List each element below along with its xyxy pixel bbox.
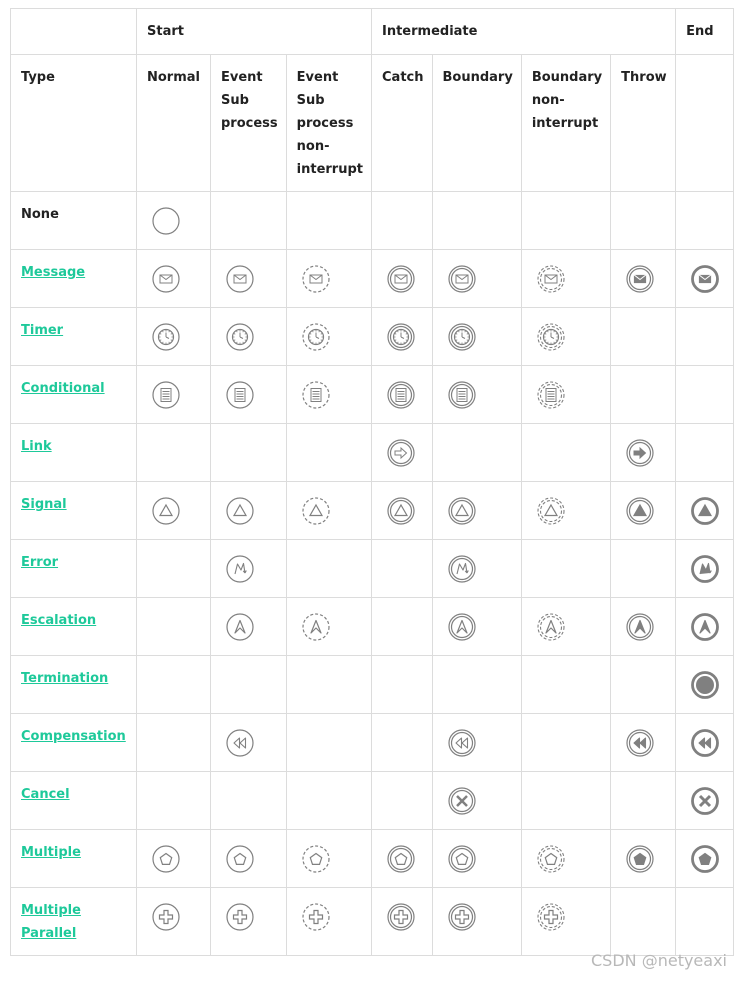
row-label-cell: [11, 598, 137, 656]
catch-multiple-icon: [387, 845, 415, 873]
icon-cell: [676, 540, 734, 598]
start-conditional-icon: [226, 381, 254, 409]
start-multiple-icon: [226, 845, 254, 873]
icon-cell: [521, 888, 610, 956]
row-label-cell: [11, 308, 137, 366]
icon-cell: [137, 250, 211, 308]
icon-cell: [372, 308, 433, 366]
end-terminate-icon: [691, 671, 719, 699]
event-type-link[interactable]: Escalation: [21, 613, 97, 628]
row-label-cell: [11, 830, 137, 888]
icon-cell: [137, 656, 211, 714]
table-row: [11, 366, 734, 424]
throw-compensation-icon: [626, 729, 654, 757]
icon-cell: [286, 656, 371, 714]
throw-escalation-icon: [626, 613, 654, 641]
icon-cell: [521, 192, 610, 250]
icon-cell: [286, 308, 371, 366]
icon-cell: [611, 598, 676, 656]
table-row: [11, 192, 734, 250]
row-label-cell: [11, 482, 137, 540]
icon-cell: [611, 424, 676, 482]
throw-message-icon: [626, 265, 654, 293]
icon-cell: [611, 772, 676, 830]
catch-compensation-icon: [448, 729, 476, 757]
start-none-icon: [152, 207, 180, 235]
catch-conditional-icon: [448, 381, 476, 409]
icon-cell: [286, 888, 371, 956]
start-timer-icon: [152, 323, 180, 351]
icon-cell: [137, 830, 211, 888]
icon-cell: [286, 598, 371, 656]
icon-cell: [137, 366, 211, 424]
start-nonint-timer-icon: [302, 323, 330, 351]
icon-cell: [137, 772, 211, 830]
header-empty-cell: [11, 9, 137, 55]
icon-cell: [372, 888, 433, 956]
col-event-subprocess-noninterrupt-header: Event Sub process non- interrupt: [286, 55, 371, 192]
icon-cell: [286, 250, 371, 308]
col-boundary-noninterrupt-header: Boundary non- interrupt: [521, 55, 610, 192]
catch-parallel-icon: [387, 903, 415, 931]
group-start-header: Start: [137, 9, 372, 55]
event-type-link[interactable]: Signal: [21, 497, 67, 512]
icon-cell: [372, 830, 433, 888]
icon-cell: [372, 772, 433, 830]
catch-parallel-icon: [448, 903, 476, 931]
col-catch-header: Catch: [372, 55, 433, 192]
table-row: [11, 888, 734, 956]
start-conditional-icon: [152, 381, 180, 409]
throw-link-icon: [626, 439, 654, 467]
icon-cell: [611, 830, 676, 888]
icon-cell: [211, 366, 287, 424]
icon-cell: [676, 714, 734, 772]
icon-cell: [286, 482, 371, 540]
icon-cell: [611, 888, 676, 956]
icon-cell: [676, 482, 734, 540]
watermark: CSDN @netyeaxi: [591, 951, 727, 970]
row-label-cell: [11, 250, 137, 308]
icon-cell: [137, 888, 211, 956]
col-boundary-header: Boundary: [432, 55, 521, 192]
event-type-link[interactable]: Cancel: [21, 787, 70, 802]
icon-cell: [521, 482, 610, 540]
icon-cell: [432, 250, 521, 308]
icon-cell: [286, 830, 371, 888]
icon-cell: [432, 598, 521, 656]
icon-cell: [676, 192, 734, 250]
event-type-link[interactable]: Timer: [21, 323, 64, 338]
start-nonint-parallel-icon: [302, 903, 330, 931]
catch-signal-icon: [448, 497, 476, 525]
icon-cell: [521, 830, 610, 888]
icon-cell: [676, 250, 734, 308]
icon-cell: [676, 366, 734, 424]
icon-cell: [372, 482, 433, 540]
start-nonint-signal-icon: [302, 497, 330, 525]
col-end-header: [676, 55, 734, 192]
icon-cell: [611, 540, 676, 598]
icon-cell: [676, 598, 734, 656]
nonint-boundary-multiple-icon: [537, 845, 565, 873]
event-type-link[interactable]: Error: [21, 555, 59, 570]
type-header: Type: [11, 55, 137, 192]
icon-cell: [286, 366, 371, 424]
catch-conditional-icon: [387, 381, 415, 409]
catch-link-icon: [387, 439, 415, 467]
icon-cell: [432, 540, 521, 598]
end-compensation-icon: [691, 729, 719, 757]
icon-cell: [521, 424, 610, 482]
icon-cell: [286, 424, 371, 482]
group-end-header: End: [676, 9, 734, 55]
icon-cell: [611, 482, 676, 540]
bpmn-events-table: [10, 8, 734, 956]
icon-cell: [372, 250, 433, 308]
table-row: [11, 772, 734, 830]
icon-cell: [137, 424, 211, 482]
nonint-boundary-timer-icon: [537, 323, 565, 351]
icon-cell: [372, 540, 433, 598]
end-multiple-icon: [691, 845, 719, 873]
icon-cell: [432, 714, 521, 772]
table-row: [11, 308, 734, 366]
icon-cell: [137, 714, 211, 772]
icon-cell: [372, 366, 433, 424]
icon-cell: [521, 772, 610, 830]
throw-signal-icon: [626, 497, 654, 525]
icon-cell: [521, 656, 610, 714]
icon-cell: [521, 250, 610, 308]
icon-cell: [611, 192, 676, 250]
icon-cell: [521, 540, 610, 598]
start-timer-icon: [226, 323, 254, 351]
catch-message-icon: [387, 265, 415, 293]
event-type-link[interactable]: Multiple Parallel: [21, 903, 81, 941]
row-label-cell: [11, 424, 137, 482]
icon-cell: [211, 888, 287, 956]
event-type-label: None: [21, 207, 59, 222]
icon-cell: [432, 424, 521, 482]
table-row: [11, 482, 734, 540]
icon-cell: [372, 656, 433, 714]
catch-escalation-icon: [448, 613, 476, 641]
icon-cell: [137, 192, 211, 250]
start-message-icon: [226, 265, 254, 293]
event-type-link[interactable]: Termination: [21, 671, 109, 686]
icon-cell: [521, 308, 610, 366]
icon-cell: [211, 540, 287, 598]
start-signal-icon: [152, 497, 180, 525]
nonint-boundary-message-icon: [537, 265, 565, 293]
row-label-cell: [11, 192, 137, 250]
row-label-cell: [11, 540, 137, 598]
icon-cell: [521, 598, 610, 656]
start-nonint-message-icon: [302, 265, 330, 293]
catch-cancel-icon: [448, 787, 476, 815]
start-multiple-icon: [152, 845, 180, 873]
table-row: [11, 656, 734, 714]
icon-cell: [432, 192, 521, 250]
col-throw-header: Throw: [611, 55, 676, 192]
event-type-link[interactable]: Compensation: [21, 729, 126, 744]
icon-cell: [211, 250, 287, 308]
row-label-cell: [11, 714, 137, 772]
icon-cell: [211, 772, 287, 830]
table-row: [11, 250, 734, 308]
icon-cell: [676, 308, 734, 366]
row-label-cell: [11, 366, 137, 424]
start-compensation-icon: [226, 729, 254, 757]
event-type-link[interactable]: Message: [21, 265, 86, 280]
start-parallel-icon: [152, 903, 180, 931]
icon-cell: [432, 482, 521, 540]
end-cancel-icon: [691, 787, 719, 815]
table-row: [11, 714, 734, 772]
icon-cell: [611, 714, 676, 772]
col-normal-header: Normal: [137, 55, 211, 192]
icon-cell: [432, 830, 521, 888]
icon-cell: [676, 656, 734, 714]
icon-cell: [372, 424, 433, 482]
start-message-icon: [152, 265, 180, 293]
start-escalation-icon: [226, 613, 254, 641]
icon-cell: [611, 656, 676, 714]
start-error-icon: [226, 555, 254, 583]
icon-cell: [211, 482, 287, 540]
start-parallel-icon: [226, 903, 254, 931]
icon-cell: [137, 482, 211, 540]
catch-signal-icon: [387, 497, 415, 525]
row-label-cell: [11, 772, 137, 830]
nonint-boundary-parallel-icon: [537, 903, 565, 931]
icon-cell: [211, 714, 287, 772]
start-nonint-conditional-icon: [302, 381, 330, 409]
event-type-link[interactable]: Conditional: [21, 381, 105, 396]
catch-multiple-icon: [448, 845, 476, 873]
icon-cell: [676, 772, 734, 830]
row-label-cell: [11, 888, 137, 956]
start-nonint-multiple-icon: [302, 845, 330, 873]
icon-cell: [211, 830, 287, 888]
icon-cell: [286, 772, 371, 830]
start-nonint-escalation-icon: [302, 613, 330, 641]
icon-cell: [137, 598, 211, 656]
catch-timer-icon: [387, 323, 415, 351]
nonint-boundary-signal-icon: [537, 497, 565, 525]
nonint-boundary-escalation-icon: [537, 613, 565, 641]
icon-cell: [211, 656, 287, 714]
nonint-boundary-conditional-icon: [537, 381, 565, 409]
table-row: [11, 540, 734, 598]
icon-cell: [211, 598, 287, 656]
catch-error-icon: [448, 555, 476, 583]
icon-cell: [211, 424, 287, 482]
icon-cell: [211, 192, 287, 250]
group-intermediate-header: Intermediate: [372, 9, 676, 55]
icon-cell: [611, 250, 676, 308]
event-type-link[interactable]: Link: [21, 439, 52, 454]
icon-cell: [211, 308, 287, 366]
icon-cell: [286, 540, 371, 598]
table-row: [11, 830, 734, 888]
icon-cell: [372, 598, 433, 656]
event-type-link[interactable]: Multiple: [21, 845, 81, 860]
table-row: [11, 598, 734, 656]
icon-cell: [521, 366, 610, 424]
icon-cell: [432, 772, 521, 830]
icon-cell: [432, 888, 521, 956]
throw-multiple-icon: [626, 845, 654, 873]
end-error-icon: [691, 555, 719, 583]
icon-cell: [372, 192, 433, 250]
icon-cell: [432, 366, 521, 424]
icon-cell: [676, 888, 734, 956]
icon-cell: [372, 714, 433, 772]
icon-cell: [676, 830, 734, 888]
row-label-cell: [11, 656, 137, 714]
icon-cell: [611, 308, 676, 366]
col-event-subprocess-header: Event Sub process: [211, 55, 287, 192]
icon-cell: [286, 192, 371, 250]
icon-cell: [676, 424, 734, 482]
icon-cell: [137, 540, 211, 598]
icon-cell: [521, 714, 610, 772]
start-signal-icon: [226, 497, 254, 525]
icon-cell: [432, 656, 521, 714]
icon-cell: [611, 366, 676, 424]
end-message-icon: [691, 265, 719, 293]
end-signal-icon: [691, 497, 719, 525]
catch-message-icon: [448, 265, 476, 293]
icon-cell: [432, 308, 521, 366]
catch-timer-icon: [448, 323, 476, 351]
table-row: [11, 424, 734, 482]
end-escalation-icon: [691, 613, 719, 641]
icon-cell: [286, 714, 371, 772]
icon-cell: [137, 308, 211, 366]
